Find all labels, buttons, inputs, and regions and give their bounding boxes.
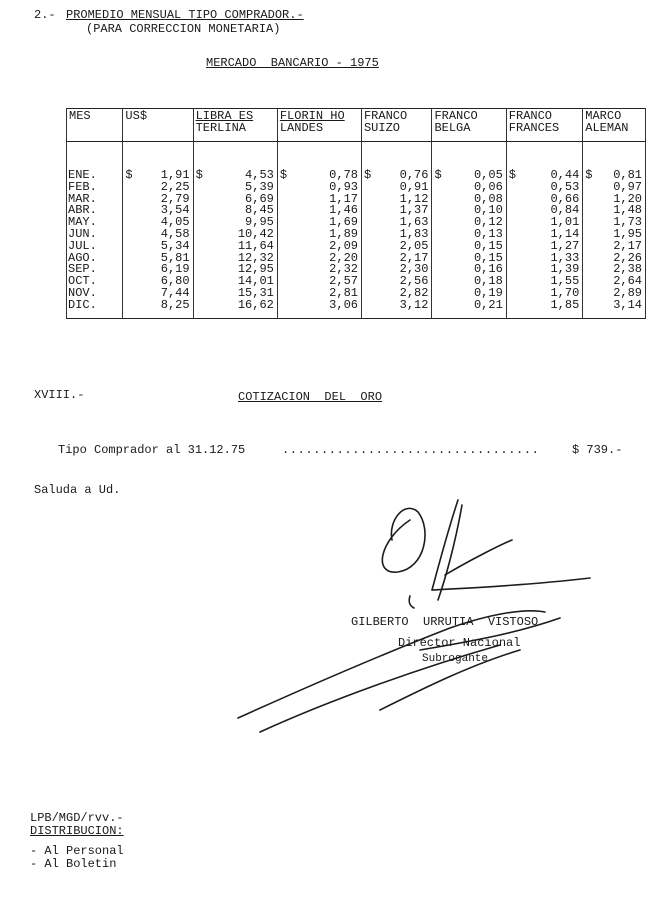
gold-label: Tipo Comprador al 31.12.75: [58, 443, 246, 457]
gold-leader-dots: .................................: [282, 443, 540, 457]
rate-value: 6,19: [160, 262, 190, 277]
rate-value: 6,69: [245, 191, 274, 206]
closing-text: Saluda a Ud.: [34, 483, 121, 497]
rate-value: 1,70: [550, 285, 580, 300]
rate-value: 0,10: [473, 203, 503, 218]
currency-symbol: $: [125, 168, 133, 182]
signer-name: GILBERTO URRUTIA VISTOSO: [351, 615, 539, 629]
signer-subtitle: Subrogante: [422, 653, 489, 665]
rate-value: 15,31: [237, 285, 274, 300]
rate-value: 0,15: [473, 238, 503, 253]
section-title: COTIZACION DEL ORO: [238, 390, 383, 404]
rate-value: 12,32: [237, 250, 274, 265]
rate-value: 2,30: [399, 262, 429, 277]
rate-value: 10,42: [237, 226, 274, 241]
currency-symbol: $: [279, 168, 288, 182]
rate-value: 1,39: [550, 262, 580, 277]
column-header-line: LIBRA ES: [195, 109, 254, 123]
rate-value: 2,26: [613, 250, 642, 265]
market-heading: MERCADO BANCARIO - 1975: [206, 56, 379, 70]
currency-symbol: $: [363, 168, 372, 182]
rate-value: 0,78: [329, 168, 358, 182]
column-header-line: FRANCES: [508, 120, 560, 135]
rate-value: 2,79: [160, 191, 190, 206]
rate-value: 5,34: [160, 238, 190, 253]
gold-value: $ 739.-: [572, 443, 623, 457]
rate-value: 1,83: [399, 226, 429, 241]
currency-symbol: $: [585, 168, 593, 182]
section-number-xviii: XVIII.-: [34, 388, 85, 402]
rate-value: 1,89: [329, 226, 358, 241]
rate-value: 0,97: [613, 179, 642, 194]
currency-symbol: $: [508, 168, 516, 182]
distribution-label: DISTRIBUCION:: [30, 824, 124, 838]
month-cell: AGO.: [67, 253, 123, 265]
rate-value: 3,06: [329, 297, 358, 312]
month-cell: MAY.: [67, 217, 123, 229]
rate-value: 2,09: [329, 238, 358, 253]
rate-value: 0,15: [473, 250, 503, 265]
page-title: PROMEDIO MENSUAL TIPO COMPRADOR.-: [66, 8, 304, 22]
rate-value: 14,01: [237, 274, 274, 289]
column-header-line: ALEMAN: [585, 120, 629, 135]
rate-value: 12,95: [237, 262, 274, 277]
month-cell: MAR.: [67, 194, 123, 206]
rate-value: 2,32: [329, 262, 358, 277]
rate-value: 2,17: [399, 250, 429, 265]
rate-value: 3,54: [160, 203, 190, 218]
rate-value: 5,39: [245, 179, 274, 194]
distribution-item: - Al Boletin: [30, 857, 117, 871]
column-header-line: BELGA: [434, 120, 471, 135]
rate-value: 0,76: [399, 168, 429, 182]
rate-value: 1,73: [613, 215, 642, 230]
month-cell: FEB.: [67, 182, 123, 194]
rate-value: 0,91: [399, 179, 429, 194]
rate-value: 3,12: [399, 297, 429, 312]
rate-value: 0,18: [473, 274, 503, 289]
rate-value: 0,08: [473, 191, 503, 206]
month-cell: ENE.: [67, 170, 123, 182]
page-subtitle: (PARA CORRECCION MONETARIA): [86, 22, 281, 36]
month-cell: DIC.: [67, 300, 123, 318]
month-cell: JUN.: [67, 229, 123, 241]
rate-value: 1,17: [329, 191, 358, 206]
column-header-line: MES: [69, 109, 91, 123]
column-header-line: FRANCO: [363, 109, 408, 123]
rate-value: 0,13: [473, 226, 503, 241]
rate-value: 2,82: [399, 285, 429, 300]
column-header-line: FRANCO: [434, 109, 478, 123]
rate-value: 0,12: [473, 215, 503, 230]
rate-value: 2,57: [329, 274, 358, 289]
rate-value: 0,06: [473, 179, 503, 194]
rate-value: 3,14: [613, 297, 642, 312]
rate-value: 5,81: [160, 250, 190, 265]
rate-value: 0,84: [550, 203, 580, 218]
rate-value: 8,45: [245, 203, 274, 218]
rate-value: 0,19: [473, 285, 503, 300]
rate-value: 1,91: [160, 168, 190, 182]
rate-value: 0,81: [613, 168, 642, 182]
rate-value: 2,05: [399, 238, 429, 253]
rate-value: 4,53: [245, 168, 274, 182]
column-header-line: FRANCO: [508, 109, 553, 123]
currency-symbol: $: [195, 168, 203, 182]
rate-value: 2,89: [613, 285, 642, 300]
month-cell: ABR.: [67, 205, 123, 217]
rate-value: 4,58: [160, 226, 190, 241]
rate-value: 1,63: [399, 215, 429, 230]
rate-value: 2,64: [613, 274, 642, 289]
month-cell: JUL.: [67, 241, 123, 253]
column-header-line: LANDES: [279, 120, 324, 135]
rate-value: 0,53: [550, 179, 580, 194]
rate-value: 0,93: [329, 179, 358, 194]
rate-value: 1,33: [550, 250, 580, 265]
rate-value: 1,46: [329, 203, 358, 218]
rate-value: 1,85: [550, 297, 580, 312]
column-header-line: MARCO: [585, 109, 622, 123]
rate-value: 1,37: [399, 203, 429, 218]
rate-value: 4,05: [160, 215, 190, 230]
month-cell: OCT.: [67, 276, 123, 288]
section-number: 2.-: [34, 8, 56, 22]
month-cell: SEP.: [67, 264, 123, 276]
rate-value: 0,05: [473, 168, 503, 182]
distribution-item: - Al Personal: [30, 844, 124, 858]
reference-initials: LPB/MGD/rvv.-: [30, 811, 124, 825]
column-header-line: SUIZO: [363, 120, 400, 135]
rate-value: 1,95: [613, 226, 642, 241]
rate-value: 9,95: [245, 215, 274, 230]
rate-value: 7,44: [160, 285, 190, 300]
rate-value: 1,48: [613, 203, 642, 218]
rate-value: 2,56: [399, 274, 429, 289]
month-cell: NOV.: [67, 288, 123, 300]
currency-symbol: $: [434, 168, 442, 182]
rate-value: 1,69: [329, 215, 358, 230]
rate-value: 1,14: [550, 226, 580, 241]
signer-title: Director Nacional: [398, 636, 521, 650]
rate-value: 1,27: [550, 238, 580, 253]
rate-value: 8,25: [160, 297, 190, 312]
rate-value: 2,38: [613, 262, 642, 277]
rate-value: 16,62: [237, 297, 274, 312]
rate-value: 0,44: [550, 168, 580, 182]
rate-value: 0,21: [473, 297, 503, 312]
column-header-line: TERLINA: [195, 120, 246, 135]
rate-value: 0,66: [550, 191, 580, 206]
rate-value: 1,55: [550, 274, 580, 289]
column-header-line: US$: [125, 109, 148, 123]
rate-value: 1,20: [613, 191, 642, 206]
rate-value: 6,80: [160, 274, 190, 289]
rate-value: 1,01: [550, 215, 580, 230]
rate-value: 0,16: [473, 262, 503, 277]
rate-value: 1,12: [399, 191, 429, 206]
rate-value: 11,64: [237, 238, 274, 253]
rate-value: 2,17: [613, 238, 642, 253]
rate-value: 2,20: [329, 250, 358, 265]
rate-value: 2,81: [329, 285, 358, 300]
column-header-line: FLORIN HO: [279, 109, 345, 123]
rate-value: 2,25: [160, 179, 190, 194]
